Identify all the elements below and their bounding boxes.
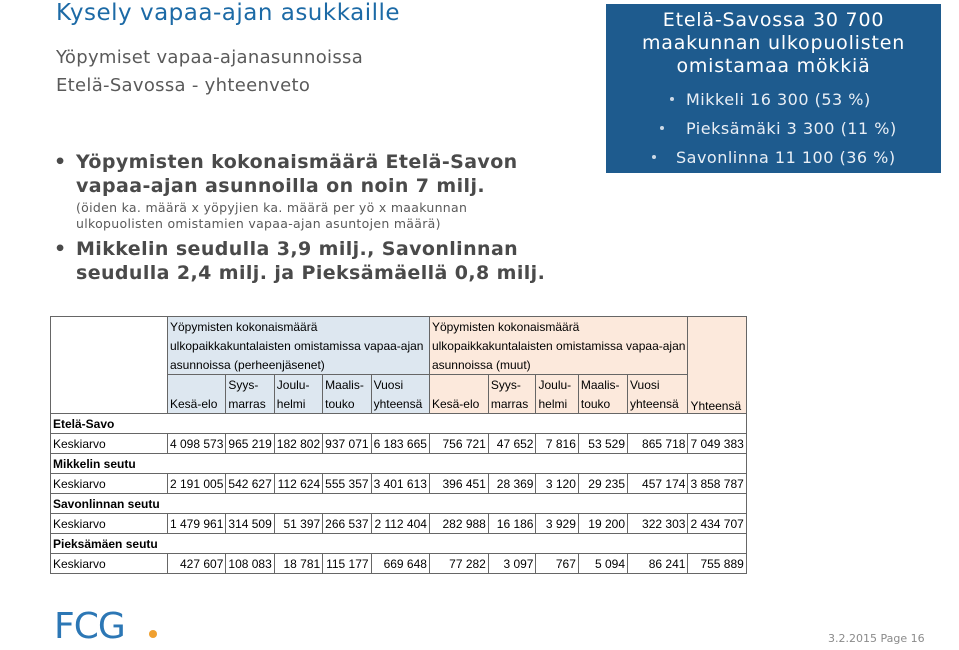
value-cell: 2 112 404 xyxy=(371,514,429,534)
value-cell: 669 648 xyxy=(371,554,429,574)
column-header-top: Maalis- xyxy=(578,375,627,395)
section-name: Pieksämäen seutu xyxy=(51,534,747,554)
value-cell: 7 816 xyxy=(536,434,578,454)
value-cell: 542 627 xyxy=(226,474,274,494)
value-cell: 29 235 xyxy=(578,474,627,494)
value-cell: 108 083 xyxy=(226,554,274,574)
value-cell: 47 652 xyxy=(488,434,536,454)
column-header-top xyxy=(168,375,226,395)
total-col-header xyxy=(688,317,746,414)
value-cell: 51 397 xyxy=(274,514,322,534)
value-cell: 3 401 613 xyxy=(371,474,429,494)
box-item-text: Mikkeli 16 300 (53 %) xyxy=(686,90,871,109)
value-cell: 767 xyxy=(536,554,578,574)
column-header-top xyxy=(429,375,488,395)
bullet-icon xyxy=(652,155,656,159)
group-header-family-line: asunnoissa (perheenjäsenet) xyxy=(168,355,430,375)
value-cell: 115 177 xyxy=(323,554,371,574)
subtitle-line: Yöpymiset vapaa-ajanasunnoissa xyxy=(56,47,364,68)
logo-dot-icon xyxy=(149,630,157,638)
table-row xyxy=(51,474,747,494)
value-cell: 19 200 xyxy=(578,514,627,534)
value-cell: 266 537 xyxy=(323,514,371,534)
column-header: marras xyxy=(226,394,274,414)
bullet-icon xyxy=(660,126,664,130)
box-item xyxy=(606,148,941,168)
group-header-family-line: ulkopaikkakuntalaisten omistamissa vapaa-ajan xyxy=(168,336,430,355)
overnight-stays-table xyxy=(50,316,747,574)
column-header-top: Vuosi xyxy=(628,375,688,395)
value-cell: 112 624 xyxy=(274,474,322,494)
bullet-icon xyxy=(670,97,674,101)
column-header: Kesä-elo xyxy=(429,394,488,414)
column-header: marras xyxy=(488,394,536,414)
box-heading: Etelä-Savossa 30 700 maakunnan ulkopuolisten omistamaa mökkiä xyxy=(641,9,906,77)
value-cell: 965 219 xyxy=(226,434,274,454)
value-cell: 2 434 707 xyxy=(688,514,746,534)
value-cell: 755 889 xyxy=(688,554,746,574)
column-header-top: Syys- xyxy=(226,375,274,395)
footer-date-page: 3.2.2015 Page 16 xyxy=(828,632,925,645)
column-header: touko xyxy=(578,394,627,414)
bullet-icon: • xyxy=(54,238,67,260)
box-item xyxy=(606,119,941,139)
group-header-others: Yöpymisten kokonaismäärä xyxy=(429,317,687,337)
table-row xyxy=(51,554,747,574)
section-name: Etelä-Savo xyxy=(51,414,747,434)
value-cell: 396 451 xyxy=(429,474,488,494)
column-header: yhteensä xyxy=(628,394,688,414)
row-label: Keskiarvo xyxy=(51,474,168,494)
bullet-text: Yöpymisten kokonaismäärä Etelä-Savon vapaa-ajan asunnoilla on noin 7 milj. xyxy=(76,151,518,197)
section-row xyxy=(51,414,747,434)
value-cell: 182 802 xyxy=(274,434,322,454)
column-header: touko xyxy=(323,394,371,414)
group-header-others-line: asunnoissa (muut) xyxy=(429,355,687,375)
bullet-total xyxy=(54,150,564,198)
slide-subtitle xyxy=(56,44,363,100)
column-header: Yhteensä xyxy=(690,399,742,413)
box-item-text: Savonlinna 11 100 (36 %) xyxy=(676,148,896,167)
group-header-family: Yöpymisten kokonaismäärä xyxy=(168,317,430,337)
cottage-summary-box xyxy=(606,4,941,173)
value-cell: 314 509 xyxy=(226,514,274,534)
column-header-top: Joulu- xyxy=(536,375,578,395)
subtitle-line: Etelä-Savossa - yhteenveto xyxy=(56,75,311,96)
section-name: Savonlinnan seutu xyxy=(51,494,747,514)
value-cell: 4 098 573 xyxy=(168,434,226,454)
value-cell: 86 241 xyxy=(628,554,688,574)
table-row xyxy=(51,434,747,454)
group-header-others-line: ulkopaikkakuntalaisten omistamissa vapaa-ajan xyxy=(429,336,687,355)
value-cell: 427 607 xyxy=(168,554,226,574)
box-item-text: Pieksämäki 3 300 (11 %) xyxy=(686,119,897,138)
value-cell: 2 191 005 xyxy=(168,474,226,494)
column-header-top: Joulu- xyxy=(274,375,322,395)
value-cell: 322 303 xyxy=(628,514,688,534)
value-cell: 53 529 xyxy=(578,434,627,454)
value-cell: 282 988 xyxy=(429,514,488,534)
column-header: helmi xyxy=(274,394,322,414)
value-cell: 3 097 xyxy=(488,554,536,574)
row-label: Keskiarvo xyxy=(51,514,168,534)
column-header-top: Syys- xyxy=(488,375,536,395)
value-cell: 7 049 383 xyxy=(688,434,746,454)
fcg-logo: FCG xyxy=(54,606,125,647)
value-cell: 1 479 961 xyxy=(168,514,226,534)
column-header: helmi xyxy=(536,394,578,414)
table-row xyxy=(51,514,747,534)
column-header-top: Maalis- xyxy=(323,375,371,395)
bullet-regions xyxy=(54,237,564,285)
value-cell: 937 071 xyxy=(323,434,371,454)
box-item xyxy=(606,90,941,110)
slide-title: Kysely vapaa-ajan asukkaille xyxy=(56,0,401,26)
calculation-note: (öiden ka. määrä x yöpyjien ka. määrä per yö x maakunnan ulkopuolisten omistamien vapaa-ajan asuntojen määrä) xyxy=(76,200,468,231)
value-cell: 457 174 xyxy=(628,474,688,494)
value-cell: 865 718 xyxy=(628,434,688,454)
value-cell: 77 282 xyxy=(429,554,488,574)
value-cell: 18 781 xyxy=(274,554,322,574)
value-cell: 3 929 xyxy=(536,514,578,534)
value-cell: 28 369 xyxy=(488,474,536,494)
value-cell: 555 357 xyxy=(323,474,371,494)
value-cell: 756 721 xyxy=(429,434,488,454)
bullet-text: Mikkelin seudulla 3,9 milj., Savonlinnan seudulla 2,4 milj. ja Pieksämäellä 0,8 milj. xyxy=(76,238,546,284)
value-cell: 3 858 787 xyxy=(688,474,746,494)
empty-header-cell xyxy=(51,317,168,414)
row-label: Keskiarvo xyxy=(51,434,168,454)
column-header: yhteensä xyxy=(371,394,429,414)
value-cell: 16 186 xyxy=(488,514,536,534)
row-label: Keskiarvo xyxy=(51,554,168,574)
section-row xyxy=(51,534,747,554)
column-header: Kesä-elo xyxy=(168,394,226,414)
value-cell: 6 183 665 xyxy=(371,434,429,454)
value-cell: 3 120 xyxy=(536,474,578,494)
value-cell: 5 094 xyxy=(578,554,627,574)
bullet-icon: • xyxy=(54,151,67,173)
section-row xyxy=(51,454,747,474)
section-row xyxy=(51,494,747,514)
column-header-top: Vuosi xyxy=(371,375,429,395)
section-name: Mikkelin seutu xyxy=(51,454,747,474)
